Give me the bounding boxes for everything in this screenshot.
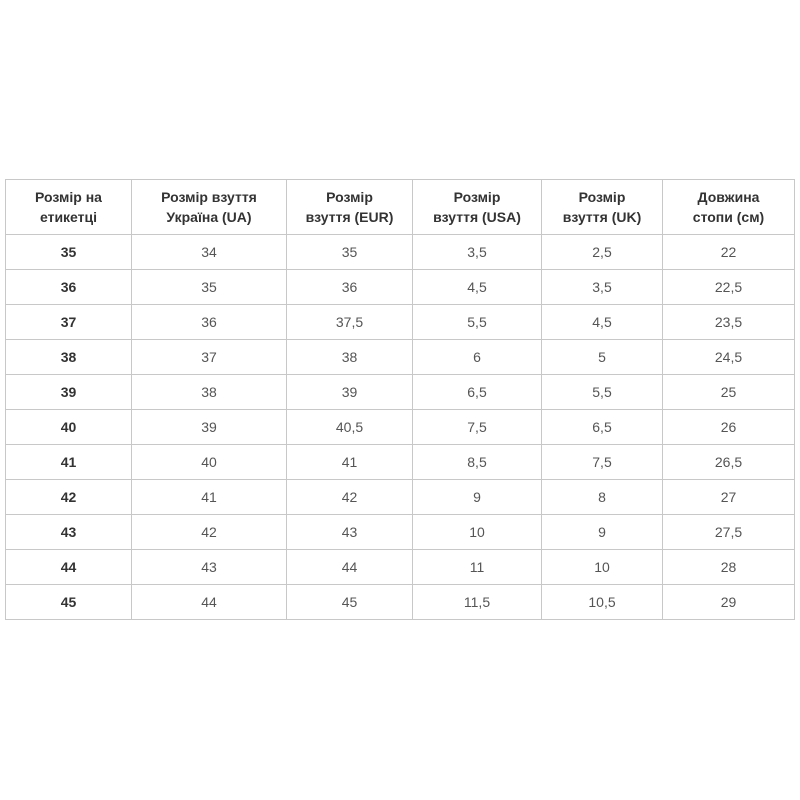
- ua-size-cell: 34: [132, 235, 287, 270]
- ua-size-cell: 39: [132, 410, 287, 445]
- header-line: Розмір на: [35, 189, 102, 205]
- usa-size-cell: 7,5: [413, 410, 542, 445]
- uk-size-cell: 3,5: [542, 270, 663, 305]
- foot-length-cell: 26,5: [663, 445, 795, 480]
- foot-length-cell: 27,5: [663, 515, 795, 550]
- header-line: Розмір: [453, 189, 501, 205]
- uk-size-cell: 5: [542, 340, 663, 375]
- header-line: взуття (UK): [562, 209, 642, 225]
- ua-size-cell: 35: [132, 270, 287, 305]
- ua-size-cell: 36: [132, 305, 287, 340]
- table-row: [6, 550, 795, 585]
- eur-size-cell: 35: [287, 235, 413, 270]
- table-row: [6, 270, 795, 305]
- table-row: [6, 480, 795, 515]
- uk-size-cell: 10: [542, 550, 663, 585]
- table-body: [6, 235, 795, 620]
- foot-length-cell: 24,5: [663, 340, 795, 375]
- header-line: Україна (UA): [166, 209, 252, 225]
- table-row: [6, 235, 795, 270]
- eur-size-cell: 42: [287, 480, 413, 515]
- ua-size-cell: 43: [132, 550, 287, 585]
- uk-size-cell: 7,5: [542, 445, 663, 480]
- uk-size-cell: 2,5: [542, 235, 663, 270]
- eur-size-cell: 44: [287, 550, 413, 585]
- usa-size-cell: 11,5: [413, 585, 542, 620]
- table-row: [6, 445, 795, 480]
- ua-size-cell: 44: [132, 585, 287, 620]
- foot-length-cell: 22: [663, 235, 795, 270]
- usa-size-cell: 5,5: [413, 305, 542, 340]
- header-eur-size: [287, 180, 413, 235]
- label-size-cell: 39: [6, 375, 132, 410]
- foot-length-cell: 25: [663, 375, 795, 410]
- header-line: Довжина: [697, 189, 760, 205]
- header-line: стопи (см): [692, 209, 765, 225]
- table-row: [6, 585, 795, 620]
- uk-size-cell: 8: [542, 480, 663, 515]
- label-size-cell: 42: [6, 480, 132, 515]
- label-size-cell: 43: [6, 515, 132, 550]
- label-size-cell: 45: [6, 585, 132, 620]
- foot-length-cell: 26: [663, 410, 795, 445]
- usa-size-cell: 8,5: [413, 445, 542, 480]
- header-row: [6, 180, 795, 235]
- eur-size-cell: 36: [287, 270, 413, 305]
- eur-size-cell: 38: [287, 340, 413, 375]
- header-uk-size: [542, 180, 663, 235]
- foot-length-cell: 22,5: [663, 270, 795, 305]
- eur-size-cell: 40,5: [287, 410, 413, 445]
- header-label-size: [6, 180, 132, 235]
- usa-size-cell: 11: [413, 550, 542, 585]
- table-row: [6, 410, 795, 445]
- uk-size-cell: 6,5: [542, 410, 663, 445]
- eur-size-cell: 37,5: [287, 305, 413, 340]
- ua-size-cell: 37: [132, 340, 287, 375]
- eur-size-cell: 39: [287, 375, 413, 410]
- eur-size-cell: 41: [287, 445, 413, 480]
- foot-length-cell: 27: [663, 480, 795, 515]
- eur-size-cell: 45: [287, 585, 413, 620]
- uk-size-cell: 10,5: [542, 585, 663, 620]
- header-line: взуття (USA): [433, 209, 521, 225]
- table-row: [6, 340, 795, 375]
- header-line: етикетці: [39, 209, 98, 225]
- foot-length-cell: 23,5: [663, 305, 795, 340]
- header-foot-length: [663, 180, 795, 235]
- label-size-cell: 38: [6, 340, 132, 375]
- table-row: [6, 515, 795, 550]
- header-line: Розмір: [578, 189, 626, 205]
- usa-size-cell: 6,5: [413, 375, 542, 410]
- table-row: [6, 305, 795, 340]
- label-size-cell: 41: [6, 445, 132, 480]
- label-size-cell: 37: [6, 305, 132, 340]
- table-header: [6, 180, 795, 235]
- foot-length-cell: 28: [663, 550, 795, 585]
- label-size-cell: 36: [6, 270, 132, 305]
- eur-size-cell: 43: [287, 515, 413, 550]
- label-size-cell: 40: [6, 410, 132, 445]
- ua-size-cell: 40: [132, 445, 287, 480]
- header-line: Розмір взуття: [161, 189, 257, 205]
- foot-length-cell: 29: [663, 585, 795, 620]
- header-usa-size: [413, 180, 542, 235]
- ua-size-cell: 41: [132, 480, 287, 515]
- uk-size-cell: 9: [542, 515, 663, 550]
- header-line: взуття (EUR): [305, 209, 394, 225]
- ua-size-cell: 42: [132, 515, 287, 550]
- label-size-cell: 35: [6, 235, 132, 270]
- usa-size-cell: 9: [413, 480, 542, 515]
- table-row: [6, 375, 795, 410]
- size-chart-table: [5, 179, 795, 620]
- uk-size-cell: 4,5: [542, 305, 663, 340]
- header-ua-size: [132, 180, 287, 235]
- usa-size-cell: 10: [413, 515, 542, 550]
- label-size-cell: 44: [6, 550, 132, 585]
- uk-size-cell: 5,5: [542, 375, 663, 410]
- usa-size-cell: 3,5: [413, 235, 542, 270]
- header-line: Розмір: [326, 189, 373, 205]
- usa-size-cell: 4,5: [413, 270, 542, 305]
- ua-size-cell: 38: [132, 375, 287, 410]
- usa-size-cell: 6: [413, 340, 542, 375]
